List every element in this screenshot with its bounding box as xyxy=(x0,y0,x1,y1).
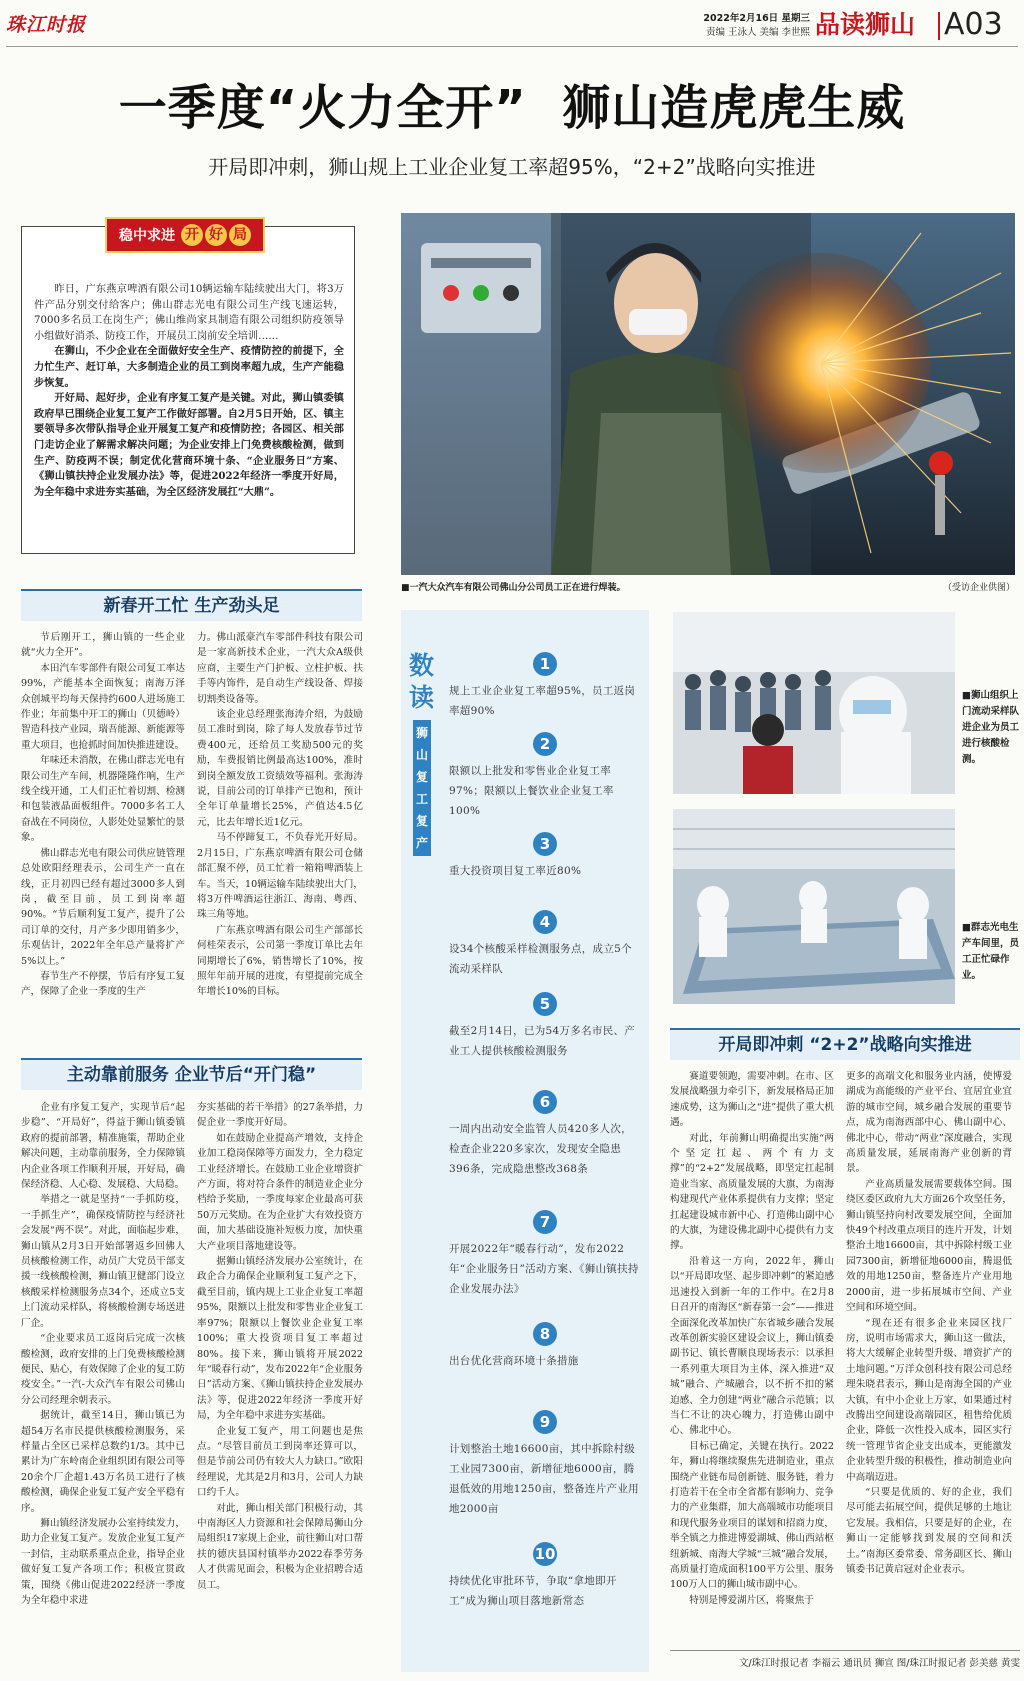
sidebar-tag-char: 狮 xyxy=(415,726,428,740)
sidebar-tag-char: 复 xyxy=(415,814,428,828)
header-meta xyxy=(640,12,810,40)
sidebar-tag-char: 产 xyxy=(415,836,428,850)
section1-paragraph: 该企业总经理张海涛介绍，为鼓励员工准时到岗，除了每人发放春节过节费400元，还给员工奖励500元的奖励，车费报销比例最高达100%，准时到岗全额发放工资绩效等福利。张海涛说，目前公司的订单排产已饱和，预计全年订单量增长25%，产值达4.5亿元，比去年增长近1亿元。 xyxy=(197,709,363,828)
section-name: 品读狮山 xyxy=(815,10,916,39)
item-text: 持续优化审批环节，争取“拿地即开工”成为狮山项目落地新常态 xyxy=(449,1575,617,1607)
photo-nucleic-acid-testing xyxy=(673,612,955,794)
section3-paragraph: 产业高质量发展需要载体空间。围绕区委区政府九大方面26个攻坚任务，狮山镇坚持向村改要发展空间，全面加快49个村改重点项目的连片开发，计划整治土地16600亩，其中拆除村级工业园7300亩，新增征地6000亩，腾退低效的用地1250亩，整备连片产业用地2000亩，进一步拓展城市空间、产业空间和环境空间。 xyxy=(846,1178,1012,1314)
sidebar-item xyxy=(449,1210,641,1299)
section2-paragraph: “企业要求员工返岗后完成一次核酸检测，政府安排的上门免费核酸检测便民、贴心，有效保障了企业的复工防疫安全。”一汽-大众汽车有限公司佛山分公司经理余朝表示。 xyxy=(21,1333,185,1406)
section2-col1 xyxy=(21,1100,185,1676)
section3-paragraph: 目标已确定，关键在执行。2022年，狮山将继续聚焦先进制造业，重点围绕产业链布局创新链、服务链，着力打造若干在全市全省都有影响力、竞争力的产业集群，加大高端城市功能项目和现代服务业项目的谋划和招商力度，举全镇之力推进博爱湖城、佛山西站枢纽新城、南海大学城“三城”融合发展，高质量打造成面积100平方公里、服务100万人口的狮山城市副中心。 xyxy=(670,1440,834,1591)
issue-date: 2022年2月16日 星期三 xyxy=(703,13,810,24)
item-text: 限额以上批发和零售业企业复工率97%；限额以上餐饮业企业复工率100% xyxy=(449,765,614,817)
main-photo-welding xyxy=(401,213,1015,575)
section3-col2 xyxy=(846,1069,1012,1645)
item-text: 截至2月14日，已为54万多名市民、产业工人提供核酸检测服务 xyxy=(449,1025,636,1057)
intro-paragraph: 开好局、起好步，企业有序复工复产是关键。对此，狮山镇委镇政府早已围绕企业复工复产工作做好部署。自2月5日开始，区、镇主要领导多次带队指导企业开展复工复产和疫情防控；各园区、相关部门走访企业了解需求解决问题；为企业安排上门免费核酸检测，做到生产、防疫两不误；制定优化营商环境十条、“企业服务日”方案、《狮山镇扶持企业发展办法》等，促进2022年经济一季度开好局，为全年稳中求进夯实基础，为全区经济发展扛“大鼎”。 xyxy=(34,392,344,498)
item-number: 9 xyxy=(533,1410,557,1434)
section1-paragraph: 年味还未消散，在佛山群志光电有限公司生产车间，机器隆隆作响，生产线全线开通，工人们正忙着切割、检测和包装液晶面板组件。7000多名工人奋战在不同岗位，人影处处显繁忙的景象。 xyxy=(21,755,185,844)
item-number: 7 xyxy=(533,1210,557,1234)
intro-paragraph: 昨日，广东燕京啤酒有限公司10辆运输车陆续驶出大门，将3万件产品分别交付给客户；佛山群志光电有限公司生产线飞速运转，7000多名员工在岗生产；佛山维尚家具制造有限公司组织防疫领导小组做好消杀、防疫工作，开展员工岗前安全培训…… xyxy=(34,284,344,342)
item-number: 5 xyxy=(533,992,557,1016)
section1-paragraph: 广东燕京啤酒有限公司生产部部长何桂荣表示，公司第一季度订单比去年同期增长了6%，销售增长了10%，按照年年前开展的进度，有望提前完成全年增长10%的目标。 xyxy=(197,924,363,998)
header-rule xyxy=(6,46,1018,47)
sidebar-tag-char: 山 xyxy=(415,748,428,762)
item-text: 重大投资项目复工率近80% xyxy=(449,865,582,877)
badge-char: 开 xyxy=(181,224,203,246)
item-text: 一周内出动安全监管人员420多人次，检查企业220多家次，发现安全隐患396条，完成隐患整改368条 xyxy=(449,1123,632,1175)
section2-paragraph: 举措之一就是坚持“一手抓防疫，一手抓生产”，确保疫情防控与经济社会发展“两不误”。对此，面临起步难，狮山镇从2月3日开始部署返乡回佛人员核酸检测工作，动员广大党员干部支援一线核酸检测，狮山镇卫健部门设立核酸采样检测服务点34个，还成立5支上门流动采样队，将核酸检测专场送进厂企。 xyxy=(21,1194,185,1329)
page-number: A03 xyxy=(944,7,1003,42)
section2-paragraph: 对此，狮山相关部门积极行动，其中南海区人力资源和社会保障局狮山分局组织17家规上企业，前往狮山对口帮扶的德庆县国村镇举办2022春季劳务人才供需见面会，积极为企业招聘合适员工。 xyxy=(197,1502,363,1591)
sidebar-tag-char: 工 xyxy=(415,792,428,806)
section3-paragraph: 赛道要领跑，需要冲刺。在市、区发展战略强力牵引下，新发展格局正加速成势，这为狮山之“进”提供了重大机遇。 xyxy=(670,1071,834,1129)
sidebar-title-char: 数 xyxy=(409,651,435,680)
sidebar-item xyxy=(449,910,641,979)
testing-illustration xyxy=(673,612,955,794)
item-number: 6 xyxy=(533,1090,557,1114)
section-heading-new-spring: 新春开工忙 生产劲头足 xyxy=(21,589,362,621)
sidebar-item xyxy=(449,832,641,881)
sub-headline: 开局即冲刺，狮山规上工业企业复工率超95%，“2+2”战略向实推进 xyxy=(208,155,816,179)
section3-paragraph: “现在还有很多企业来园区找厂房，说明市场需求大，狮山这一做法，将大大缓解企业转型升级、增资扩产的土地问题。”万洋众创科技有限公司总经理朱晓君表示，狮山是南海全国的产业大镇，有中小企业上万家，如果通过村改腾出空间建设高端园区，租售给优质企业，降低一次性投入成本，园区实行统一管理节省企业支出成本，更能激发企业转型升级的积极性，推动制造业向中高端迈进。 xyxy=(846,1317,1012,1483)
masthead-logo xyxy=(6,10,98,36)
photo-caption-workshop: ■群志光电生产车间里，员工正忙碌作业。 xyxy=(962,922,1020,981)
section1-paragraph: 马不停蹄复工，不负春光开好局。2月15日，广东燕京啤酒有限公司仓储部汇聚不停，员工忙着一箱箱啤酒装上车。当天，10辆运输车陆续驶出大门，将3万件啤酒运往浙江、海南、粤西、珠三角等地。 xyxy=(197,832,363,921)
item-text: 出台优化营商环境十条措施 xyxy=(449,1355,579,1367)
section3-paragraph: “只要是优质的、好的企业，我们尽可能去拓展空间，提供足够的土地让它发展。我相信，只要是好的企业，在狮山一定能够找到发展的空间和沃土。”南海区委常委、常务副区长、狮山镇委书记黄启冠对企业表示。 xyxy=(846,1486,1012,1575)
section-heading-proactive-service: 主动靠前服务 企业节后“开门稳” xyxy=(21,1058,362,1090)
section2-paragraph: 狮山镇经济发展办公室持续发力，助力企业复工复产。发放企业复工复产一封信，主动联系重点企业，指导企业做好复工复产各项工作；积极宣贯政策，围绕《佛山促进2022经济一季度为全年稳中求进 xyxy=(21,1517,185,1606)
header-divider-vertical xyxy=(938,12,940,40)
section2-paragraph: 企业有序复工复产，实现节后“起步稳”、“开局好”，得益于狮山镇委镇政府的提前部署，精准施策，帮助企业解决问题，主动靠前服务，全力保障镇内企业各项工作顺利开展，开好局，确保经济稳、人心稳、发展稳、大局稳。 xyxy=(21,1102,185,1191)
welding-illustration xyxy=(401,213,1015,575)
section3-paragraph: 对此，年前狮山明确提出实施“两个坚定扛起、两个有力支撑”的“2+2”发展战略，即坚定扛起制造业当家、高质量发展的大旗，为南海构建现代产业体系提供有力支撑；坚定扛起建设城市新中心、打造佛山副中心的大旗，为建设佛北副中心提供有力支撑。 xyxy=(670,1132,834,1252)
badge-char: 局 xyxy=(229,224,251,246)
item-number: 8 xyxy=(533,1322,557,1346)
section1-paragraph: 节后刚开工，狮山镇的一些企业就“火力全开”。 xyxy=(21,632,185,659)
section2-paragraph: 如在鼓励企业提高产增效，支持企业加工稳岗保障等方面发力，全力稳定工业经济增长。在鼓励工业企业增资扩产方面，将对符合条件的制造业企业分档给予奖励，一季度每家企业最高可获50万元奖励。在为企业扩大有效投资方面，加大基础设施补短板力度，加快重大产业项目落地建设等。 xyxy=(197,1132,363,1252)
item-text: 规上工业企业复工率超95%，员工返岗率超90% xyxy=(449,685,636,717)
intro-paragraph: 在狮山，不少企业在全面做好安全生产、疫情防控的前提下，全力忙生产、赶订单，大多制造企业的员工到岗率超九成，生产产能稳步恢复。 xyxy=(34,345,344,389)
data-reading-sidebar xyxy=(401,610,649,1672)
sidebar-item xyxy=(449,652,641,721)
paper-name: 珠江时报 xyxy=(6,14,87,36)
badge-prefix: 稳中求进 xyxy=(119,228,175,244)
sidebar-item xyxy=(449,1542,641,1611)
sidebar-item xyxy=(449,1090,641,1179)
section3-paragraph: 特别是博爱湖片区，将聚焦于 xyxy=(689,1594,814,1606)
sidebar-item xyxy=(449,1322,641,1371)
sidebar-item xyxy=(449,732,641,821)
section-heading-2plus2-strategy: 开局即冲刺 “2+2”战略向实推进 xyxy=(670,1028,1020,1060)
section3-col1 xyxy=(670,1069,834,1645)
intro-text xyxy=(34,282,344,544)
item-number: 3 xyxy=(533,832,557,856)
section1-col2 xyxy=(197,630,363,1038)
sidebar-tag xyxy=(413,720,431,856)
byline: 文/珠江时报记者 李福云 通讯员 狮宣 图/珠江时报记者 彭美慈 黄雯 xyxy=(738,1658,1020,1669)
badge-char: 好 xyxy=(205,224,227,246)
sidebar-title-char: 读 xyxy=(409,683,435,712)
item-text: 设34个核酸采样检测服务点，成立5个流动采样队 xyxy=(449,943,632,975)
workshop-illustration xyxy=(673,809,955,1004)
item-number: 1 xyxy=(533,652,557,676)
item-number: 10 xyxy=(533,1542,557,1566)
photo-credit: （受访企业供图） xyxy=(942,583,1015,593)
section2-paragraph: 企业复工复产，用工问题也是焦点。“尽管目前员工到岗率还算可以，但是节前公司仍有较大人力缺口。”欧阳经理说，尤其是2月和3月，公司人力缺口约千人。 xyxy=(197,1425,363,1499)
section3-paragraph: 沿着这一方向，2022年，狮山以“开局即攻坚、起步即冲刺”的紧迫感迅速投入到新一年的工作中。在2月8日召开的南海区“新春第一会”——推进全面深化改革加快广东省城乡融合发展改革创新实验区建设会议上，狮山镇委副书记、镇长曹顺良现场表示：以承担一系列重大项目为主体，深入推进“双城”融合、产城融合，以不折不扣的紧迫感、全力创建“两业”融合示范镇；以当仁不让的决心魄力，打造佛山副中心、佛北中心。 xyxy=(670,1255,834,1437)
section1-paragraph: 佛山群志光电有限公司供应链管理总处欧阳经理表示，公司生产一直在线，正月初四已经有超过3000多人到岗，截至目前，员工到岗率超90%。“节后顺利复工复产，提升了公司订单的交付，月产多少即用销多少，乐观估计，2022年全年总产量将扩产5%以上。” xyxy=(21,847,185,967)
main-photo-caption: ■一汽大众汽车有限公司佛山分公司员工正在进行焊装。 xyxy=(401,583,626,593)
item-text: 计划整治土地16600亩，其中拆除村级工业园7300亩，新增征地6000亩，腾退低效的用地1250亩，整备连片产业用地2000亩 xyxy=(449,1443,639,1515)
section1-paragraph: 春节生产不停摆，节后有序复工复产，保障了企业一季度的生产 xyxy=(21,970,185,998)
photo-factory-workshop xyxy=(673,809,955,1004)
section1-paragraph: 力。佛山派豪汽车零部件科技有限公司是一家高新技术企业，一汽大众A级供应商，主要生产门护板、立柱护板、扶手等内饰件，是自动生产线设备、焊接切割类设备等。 xyxy=(197,632,363,705)
item-number: 4 xyxy=(533,910,557,934)
section1-paragraph: 本田汽车零部件有限公司复工率达99%，产能基本全面恢复；南海万泽众创城平均每天保持约600人进场施工作业；年前集中开工的狮山（贝德岭）智造科技产业园，瑞吾能源、新能源等重大项目，也抢抓时间加快推进建设。 xyxy=(21,662,185,751)
item-number: 2 xyxy=(533,732,557,756)
sidebar-title xyxy=(409,650,433,714)
section3-paragraph: 更多的高端文化和服务业内涵，使博爱湖成为高能级的产业平台、宜居宜业宜游的城市空间，城乡融合发展的重要节点，成为南海西部中心、佛山副中心、佛北中心，带动“两业”深度融合，实现高质量发展，延展南海产业创新的背景。 xyxy=(846,1071,1012,1175)
section1-col1 xyxy=(21,630,185,1038)
item-text: 开展2022年“暖春行动”，发布2022年“企业服务日”活动方案、《狮山镇扶持企业发展办法》 xyxy=(449,1243,639,1295)
sidebar-item xyxy=(449,992,641,1061)
section2-col2 xyxy=(197,1100,363,1676)
sidebar-item xyxy=(449,1410,641,1519)
section2-paragraph: 据狮山镇经济发展办公室统计，在政企合力确保企业顺利复工复产之下，截至目前，镇内规上工业企业复工率超95%，限额以上批发和零售业企业复工率97%；限额以上餐饮业企业复工率100%；重大投资项目复工率超过80%。接下来，狮山镇将开展2022年“暖春行动”，发布2022年“企业服务日”活动方案、《狮山镇扶持企业发展办法》等，促进2022年经济一季度开好局，为全年稳中求进夯实基础。 xyxy=(197,1256,363,1422)
main-headline: 一季度“火力全开” 狮山造虎虎生威 xyxy=(118,80,906,136)
section2-paragraph: 据统计，截至14日，狮山镇已为超54万名市民提供核酸检测服务，采样量占全区已采样总数约1/3。其中已累计为广东岭南企业组织团有限公司等20余个厂企超1.43万名员工进行了核酸检测，确保企业复工复产安全平稳有序。 xyxy=(21,1410,185,1514)
photo-caption-testing: ■狮山组织上门流动采样队进企业为员工进行核酸检测。 xyxy=(962,690,1020,765)
byline-rule xyxy=(670,1650,1020,1651)
section2-paragraph: 夯实基础的若干举措》的27条举措，力促企业一季度开好局。 xyxy=(197,1102,363,1129)
sidebar-tag-char: 复 xyxy=(415,770,428,784)
intro-badge xyxy=(105,217,265,253)
editor-credits: 责编 王泳人 美编 李世熙 xyxy=(705,27,810,38)
